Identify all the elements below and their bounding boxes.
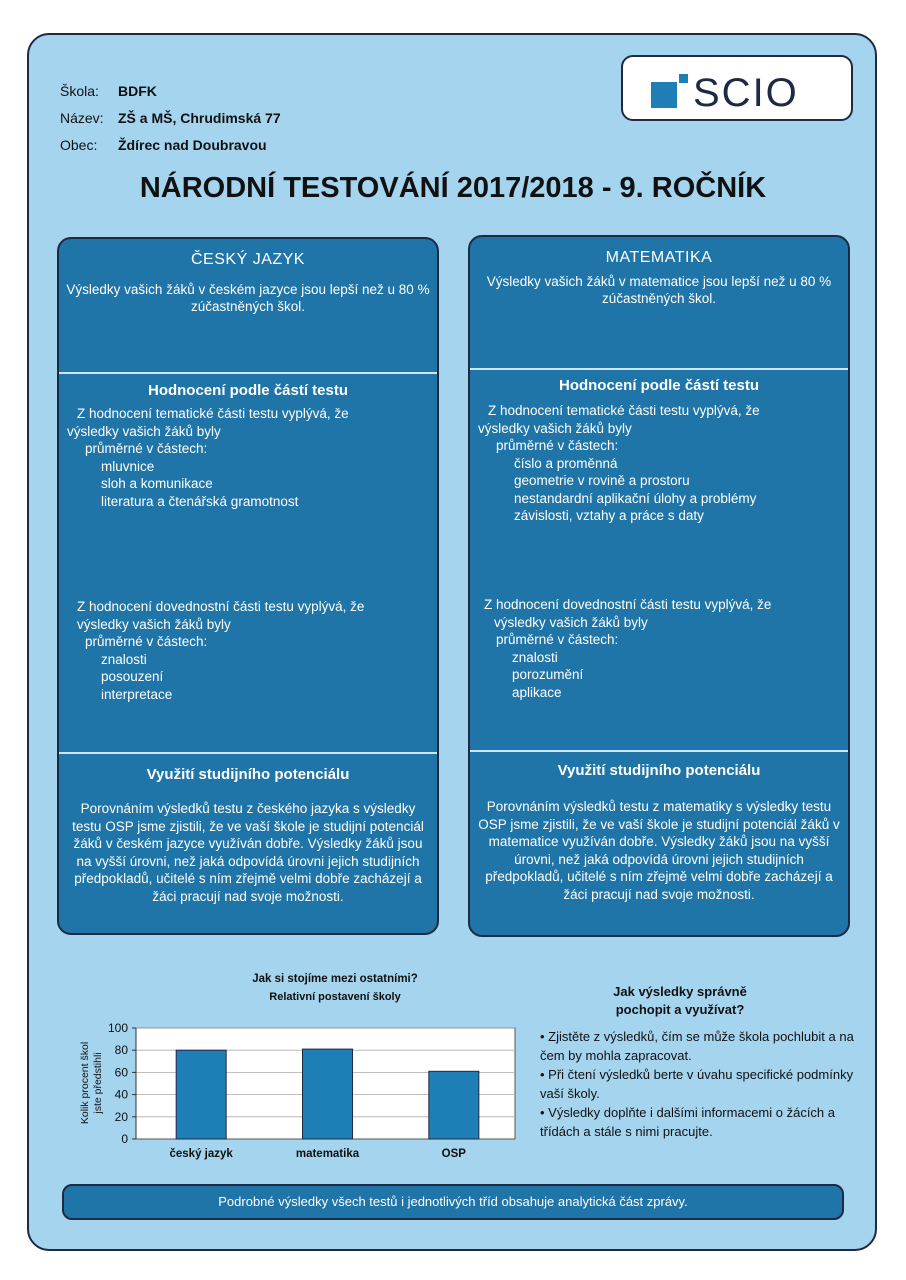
math-skill-block bbox=[484, 596, 771, 701]
y-tick-label: 20 bbox=[114, 1109, 128, 1124]
math-divider-1 bbox=[470, 368, 848, 370]
math-summary: Výsledky vašich žáků v matematice jsou lepší než u 80 % zúčastněných škol. bbox=[486, 274, 832, 306]
school-row bbox=[60, 83, 157, 99]
math-thematic-intro-1: Z hodnocení tematické části testu vyplývá, že bbox=[488, 403, 760, 418]
czech-skill-intro-2: výsledky vašich žáků byly bbox=[77, 616, 231, 632]
name-label: Název: bbox=[60, 110, 104, 126]
czech-parts-heading: Hodnocení podle částí testu bbox=[147, 382, 349, 399]
math-thematic-avg: průměrné v částech: bbox=[496, 438, 619, 453]
czech-skill-intro-1: Z hodnocení dovednostní části testu vyplývá, že bbox=[77, 599, 365, 614]
x-tick-label: český jazyk bbox=[169, 1148, 233, 1160]
math-skill-intro-2: výsledky vašich žáků byly bbox=[494, 614, 648, 630]
czech-thematic-item: mluvnice bbox=[101, 458, 155, 474]
math-potential-heading: Využití studijního potenciálu bbox=[557, 762, 761, 779]
math-heading: MATEMATIKA bbox=[605, 249, 713, 266]
math-skill-avg: průměrné v částech: bbox=[496, 632, 619, 647]
y-axis-label-line-2: jste předstihli bbox=[92, 1052, 104, 1114]
czech-divider-1 bbox=[59, 372, 437, 374]
math-skill-item: znalosti bbox=[512, 649, 558, 665]
czech-skill-item: posouzení bbox=[101, 669, 164, 684]
math-skill-item: aplikace bbox=[512, 684, 562, 700]
chart-title: Jak si stojíme mezi ostatními? bbox=[252, 973, 418, 985]
help-item: • Při čtení výsledků berte v úvahu specifické podmínky vaší školy. bbox=[540, 1067, 854, 1101]
page-title: NÁRODNÍ TESTOVÁNÍ 2017/2018 - 9. ROČNÍK bbox=[139, 172, 767, 204]
czech-thematic-avg: průměrné v částech: bbox=[85, 441, 208, 456]
scio-logo bbox=[621, 55, 853, 121]
czech-thematic-item: sloh a komunikace bbox=[101, 476, 213, 491]
czech-skill-block bbox=[77, 598, 364, 703]
help-title-1: Jak výsledky správně bbox=[613, 984, 747, 999]
math-potential-text: Porovnáním výsledků testu z matematiky s výsledky testu OSP jsme zjistili, že ve vaší škole je studijní potenciál žáků v matematice využíván dobře. Výsledky žáků jsou na vyšší úrovni, než jaká odpovídá úrovni jejich studijních předpokladů, učitelé s ním zřejmě velmi dobře zacházejí a žáci pracují nad svoje možnosti. bbox=[478, 799, 840, 902]
czech-divider-2 bbox=[59, 752, 437, 754]
y-tick-label: 100 bbox=[107, 1021, 128, 1035]
math-skill-item: porozumění bbox=[512, 667, 584, 682]
math-thematic-intro-2: výsledky vašich žáků byly bbox=[478, 420, 632, 436]
czech-thematic-block bbox=[67, 405, 349, 510]
help-list bbox=[540, 1027, 860, 1141]
czech-thematic-item: literatura a čtenářská gramotnost bbox=[101, 493, 299, 509]
town-label: Obec: bbox=[60, 137, 98, 153]
czech-skill-item: interpretace bbox=[101, 686, 173, 702]
panel-math bbox=[468, 235, 850, 937]
help-item: • Zjistěte z výsledků, čím se může škola pochlubit a na čem by mohla zapracovat. bbox=[540, 1029, 854, 1063]
math-thematic-item: nestandardní aplikační úlohy a problémy bbox=[514, 490, 757, 506]
czech-potential-text: Porovnáním výsledků testu z českého jazyka s výsledky testu OSP jsme zjistili, že ve vaší škole je studijní potenciál žáků v českém jazyce využíván dobře. Výsledky žáků jsou na vyšší úrovni, než jaká odpovídá úrovni jejich studijních předpokladů, učitelé s ním zřejmě velmi dobře zacházejí a žáci pracují nad svoje možnosti. bbox=[72, 801, 424, 904]
czech-skill-item: znalosti bbox=[101, 651, 147, 667]
y-tick-label: 60 bbox=[114, 1065, 128, 1080]
y-tick-label: 0 bbox=[121, 1132, 128, 1146]
czech-thematic-intro-1: Z hodnocení tematické části testu vyplývá, že bbox=[77, 406, 349, 421]
chart-subtitle: Relativní postavení školy bbox=[269, 991, 401, 1003]
town-value: Ždírec nad Doubravou bbox=[118, 137, 267, 153]
math-thematic-item: číslo a proměnná bbox=[514, 455, 618, 471]
school-value: BDFK bbox=[118, 83, 157, 99]
czech-heading: ČESKÝ JAZYK bbox=[191, 251, 305, 268]
czech-summary: Výsledky vašich žáků v českém jazyce jsou lepší než u 80 % zúčastněných škol. bbox=[66, 282, 430, 314]
y-tick-label: 80 bbox=[114, 1043, 128, 1058]
math-divider-2 bbox=[470, 750, 848, 752]
help-item: • Výsledky doplňte i dalšími informacemi o žácích a třídách a stále s nimi pracujte. bbox=[540, 1105, 836, 1139]
czech-skill-avg: průměrné v částech: bbox=[85, 634, 208, 649]
math-thematic-block bbox=[478, 402, 760, 525]
name-row bbox=[60, 110, 281, 126]
school-label: Škola: bbox=[60, 83, 99, 99]
x-tick-label: matematika bbox=[295, 1148, 360, 1160]
math-skill-intro-1: Z hodnocení dovednostní části testu vyplývá, že bbox=[484, 597, 772, 612]
czech-potential-heading: Využití studijního potenciálu bbox=[146, 766, 350, 783]
name-value: ZŠ a MŠ, Chrudimská 77 bbox=[118, 110, 281, 126]
logo-square-icon bbox=[651, 82, 677, 108]
czech-thematic-intro-2: výsledky vašich žáků byly bbox=[67, 423, 221, 439]
x-tick-label: OSP bbox=[441, 1148, 466, 1160]
logo-dot-icon bbox=[679, 74, 688, 83]
help-title-2: pochopit a využívat? bbox=[615, 1002, 745, 1017]
logo-text: SCIO bbox=[693, 71, 799, 115]
y-axis-label-line-1: Kolik procent škol bbox=[79, 1041, 91, 1125]
town-row bbox=[60, 137, 267, 153]
math-thematic-item: geometrie v rovině a prostoru bbox=[514, 473, 690, 488]
math-thematic-item: závislosti, vztahy a práce s daty bbox=[514, 508, 704, 523]
footer-note: Podrobné výsledky všech testů i jednotlivých tříd obsahuje analytická část zprávy. bbox=[62, 1184, 844, 1220]
panel-czech bbox=[57, 237, 439, 935]
math-parts-heading: Hodnocení podle částí testu bbox=[558, 377, 760, 394]
y-tick-label: 40 bbox=[114, 1087, 128, 1102]
